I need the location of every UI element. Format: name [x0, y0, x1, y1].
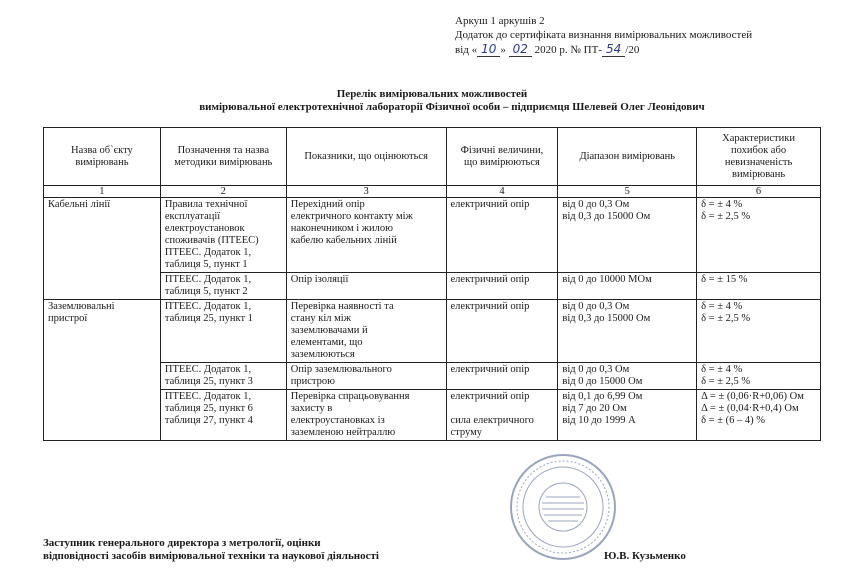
column-number: 1: [44, 186, 161, 198]
signatory-position: [43, 537, 379, 563]
table-header-row: [44, 128, 821, 186]
indicator-cell: Опір заземлювального пристрою: [286, 363, 446, 390]
error-cell: δ = ± 15 %: [697, 273, 821, 300]
position-line-2: відповідності засобів вимірювальної техніки та наукової діяльності: [43, 550, 379, 562]
indicator-cell: Перевірка спрацьовування захисту в електроустановках із заземленою нейтраллю: [286, 390, 446, 441]
sheet-number: Аркуш 1 аркушів 2: [455, 15, 545, 27]
quantity-cell: електричний опір: [446, 300, 558, 363]
official-stamp: [508, 452, 618, 562]
column-number-row: [44, 186, 821, 198]
header-cell-quantity: Фізичні величини, що вимірюються: [446, 128, 558, 186]
range-cell: від 0 до 10000 МОм: [558, 273, 697, 300]
position-line-1: Заступник генерального директора з метрології, оцінки: [43, 537, 321, 549]
quantity-cell: електричний опір: [446, 273, 558, 300]
method-cell: ПТЕЕС. Додаток 1, таблиця 5, пункт 2: [160, 273, 286, 300]
capabilities-table: [43, 127, 821, 441]
method-cell: ПТЕЕС. Додаток 1, таблиця 25, пункт 3: [160, 363, 286, 390]
column-number: 5: [558, 186, 697, 198]
quantity-cell: електричний опір сила електричного струму: [446, 390, 558, 441]
table-row: [44, 198, 821, 273]
column-number: 4: [446, 186, 558, 198]
method-cell: Правила технічної експлуатації електроустановок споживачів (ПТЕЕС) ПТЕЕС. Додаток 1, таблиця 5, пункт 1: [160, 198, 286, 273]
range-cell: від 0 до 0,3 Ом від 0,3 до 15000 Ом: [558, 198, 697, 273]
table-row: [44, 390, 821, 441]
annex-title: Додаток до сертифіката визнання вимірювальних можливостей: [455, 29, 753, 41]
date-day: 10: [477, 42, 500, 57]
certificate-date-line: [455, 42, 752, 57]
quantity-cell: електричний опір: [446, 198, 558, 273]
header-cell-error: Характеристики похибок або невизначеність вимірювань: [697, 128, 821, 186]
range-cell: від 0 до 0,3 Ом від 0,3 до 15000 Ом: [558, 300, 697, 363]
indicator-cell: Перевірка наявності та стану кіл між заземлювачами й елементами, що заземлюються: [286, 300, 446, 363]
title-line-2: вимірювальної електротехнічної лабораторії Фізичної особи – підприємця Шелевей Олег Леонідович: [199, 101, 705, 113]
table-row: [44, 273, 821, 300]
date-mid: »: [500, 44, 506, 56]
document-header: [455, 14, 752, 57]
quantity-cell: електричний опір: [446, 363, 558, 390]
column-number: 6: [697, 186, 821, 198]
error-cell: δ = ± 4 % δ = ± 2,5 %: [697, 300, 821, 363]
certificate-suffix: /20: [625, 44, 640, 56]
header-cell-indicator: Показники, що оцінюються: [286, 128, 446, 186]
document-title: [0, 88, 864, 114]
method-cell: ПТЕЕС. Додаток 1, таблиця 25, пункт 6 таблиця 27, пункт 4: [160, 390, 286, 441]
range-cell: від 0,1 до 6,99 Ом від 7 до 20 Ом від 10 до 1999 А: [558, 390, 697, 441]
error-cell: δ = ± 4 % δ = ± 2,5 %: [697, 198, 821, 273]
date-year: 2020 р. № ПТ-: [534, 44, 602, 56]
error-cell: δ = ± 4 % δ = ± 2,5 %: [697, 363, 821, 390]
signatory-name: Ю.В. Кузьменко: [604, 550, 686, 562]
method-cell: ПТЕЕС. Додаток 1, таблиця 25, пункт 1: [160, 300, 286, 363]
table-row: [44, 363, 821, 390]
range-cell: від 0 до 0,3 Ом від 0 до 15000 Ом: [558, 363, 697, 390]
column-number: 2: [160, 186, 286, 198]
object-cell: Кабельні лінії: [44, 198, 161, 300]
date-month: 02: [509, 42, 532, 57]
indicator-cell: Опір ізоляції: [286, 273, 446, 300]
header-cell-method: Позначення та назва методики вимірювань: [160, 128, 286, 186]
column-number: 3: [286, 186, 446, 198]
object-cell: Заземлювальні пристрої: [44, 300, 161, 441]
title-line-1: Перелік вимірювальних можливостей: [336, 88, 528, 100]
date-prefix: від «: [455, 44, 478, 56]
error-cell: Δ = ± (0,06·R+0,06) Ом Δ = ± (0,04·R+0,4) Ом δ = ± (6 – 4) %: [697, 390, 821, 441]
indicator-cell: Перехідний опір електричного контакту між наконечником і жилою кабелю кабельних ліній: [286, 198, 446, 273]
certificate-number: 54: [602, 42, 625, 57]
header-cell-object: Назва об`єкту вимірювань: [44, 128, 161, 186]
header-cell-range: Діапазон вимірювань: [558, 128, 697, 186]
table-row: [44, 300, 821, 363]
